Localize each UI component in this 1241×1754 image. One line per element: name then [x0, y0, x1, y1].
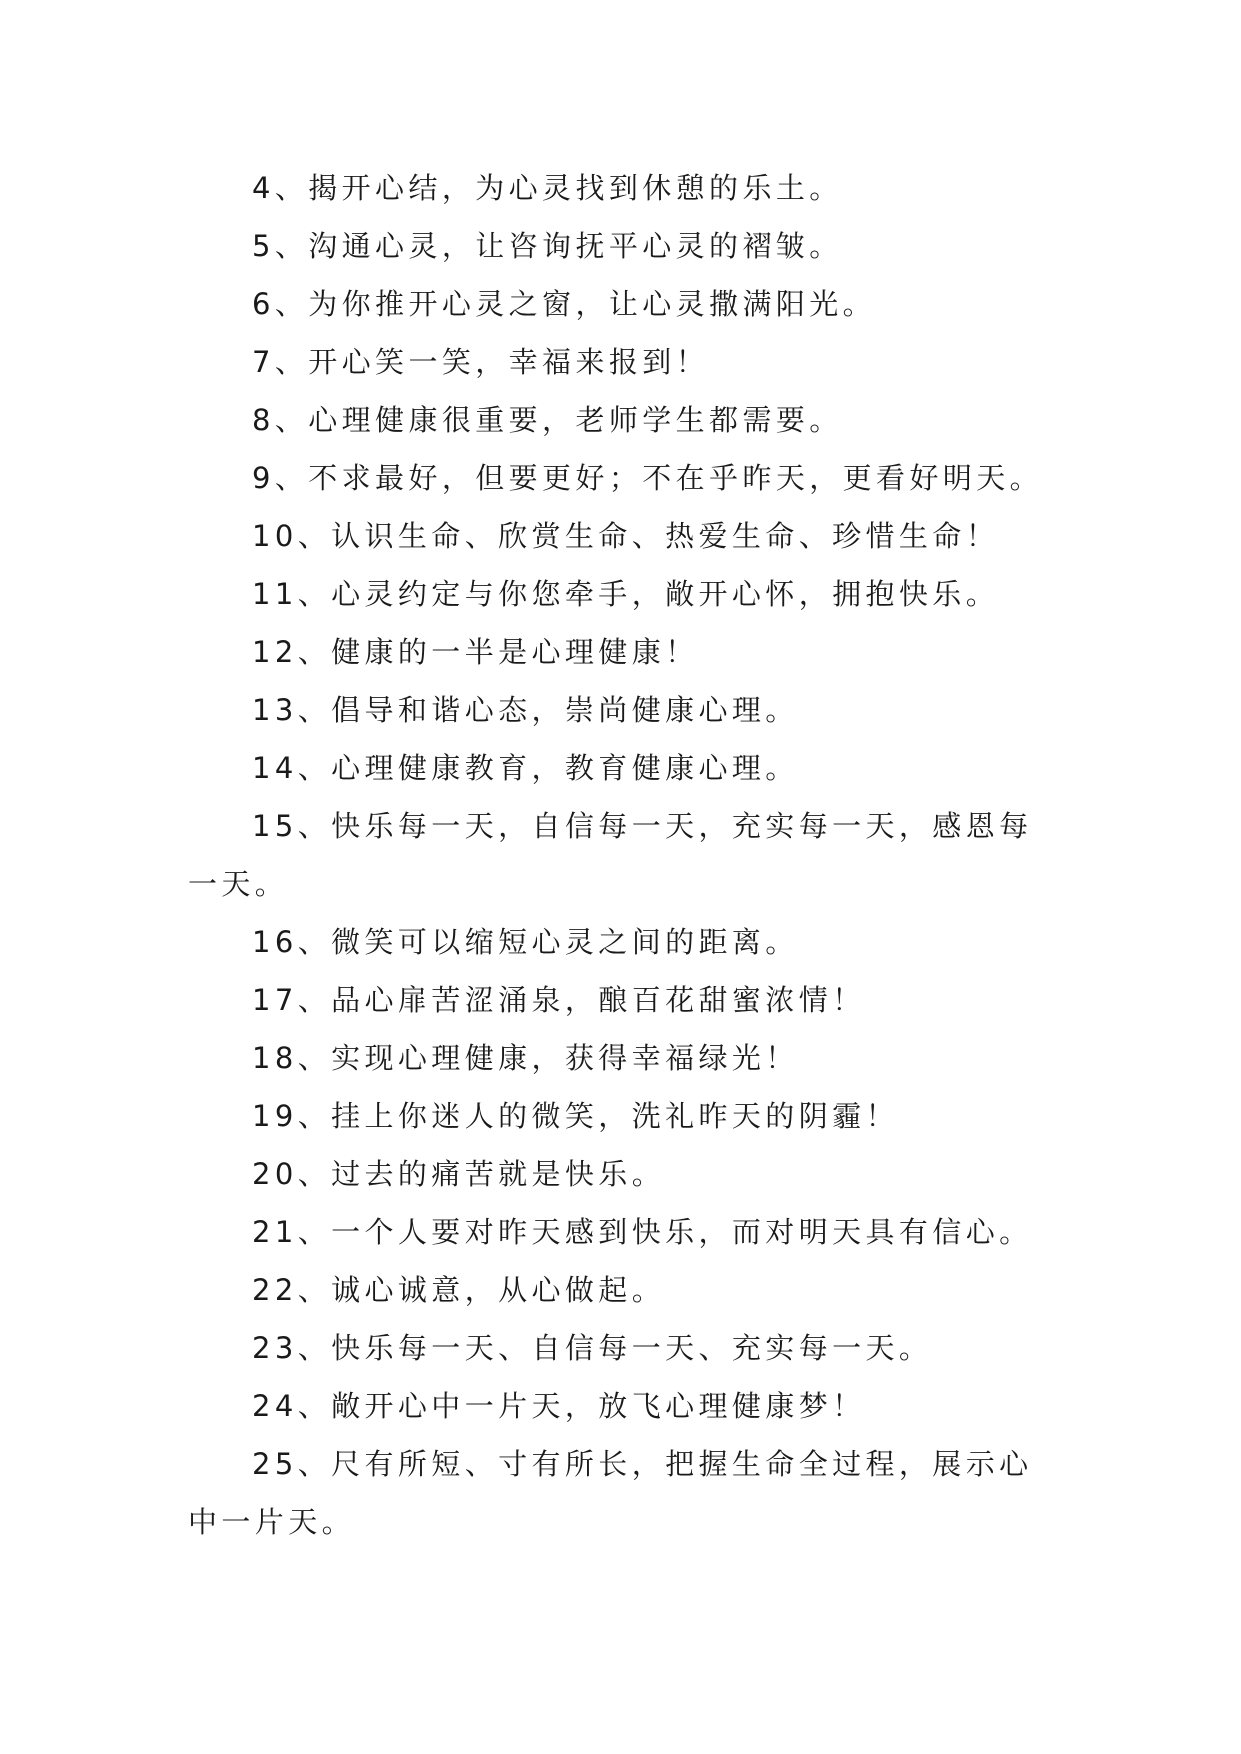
- paragraph-8: 8、心理健康很重要，老师学生都需要。: [252, 403, 843, 437]
- paragraph-9: 9、不求最好，但要更好；不在乎昨天，更看好明天。: [252, 461, 1044, 495]
- paragraph-25: 25、尺有所短、寸有所长，把握生命全过程，展示心中一片天。: [188, 1447, 1033, 1539]
- paragraph-7: 7、开心笑一笑，幸福来报到！: [252, 345, 710, 379]
- paragraph-23: 23、快乐每一天、自信每一天、充实每一天。: [252, 1331, 933, 1365]
- paragraph-14: 14、心理健康教育，教育健康心理。: [252, 751, 799, 785]
- paragraph-12: 12、健康的一半是心理健康！: [252, 635, 699, 669]
- document-body: [188, 159, 1058, 1551]
- paragraph-13: 13、倡导和谐心态，崇尚健康心理。: [252, 693, 799, 727]
- paragraph-16: 16、微笑可以缩短心灵之间的距离。: [252, 925, 799, 959]
- paragraph-6: 6、为你推开心灵之窗，让心灵撒满阳光。: [252, 287, 877, 321]
- paragraph-11: 11、心灵约定与你您牵手，敞开心怀，拥抱快乐。: [252, 577, 1000, 611]
- paragraph-22: 22、诚心诚意，从心做起。: [252, 1273, 666, 1307]
- paragraph-5: 5、沟通心灵，让咨询抚平心灵的褶皱。: [252, 229, 843, 263]
- paragraph-17: 17、品心扉苦涩涌泉，酿百花甜蜜浓情！: [252, 983, 866, 1017]
- paragraph-21: 21、一个人要对昨天感到快乐，而对明天具有信心。: [252, 1215, 1033, 1249]
- paragraph-19: 19、挂上你迷人的微笑，洗礼昨天的阴霾！: [252, 1099, 899, 1133]
- paragraph-4: 4、揭开心结，为心灵找到休憩的乐土。: [252, 171, 843, 205]
- paragraph-18: 18、实现心理健康，获得幸福绿光！: [252, 1041, 799, 1075]
- paragraph-15: 15、快乐每一天，自信每一天，充实每一天，感恩每一天。: [188, 809, 1033, 901]
- paragraph-20: 20、过去的痛苦就是快乐。: [252, 1157, 666, 1191]
- paragraph-24: 24、敞开心中一片天，放飞心理健康梦！: [252, 1389, 866, 1423]
- paragraph-10: 10、认识生命、欣赏生命、热爱生命、珍惜生命！: [252, 519, 1000, 553]
